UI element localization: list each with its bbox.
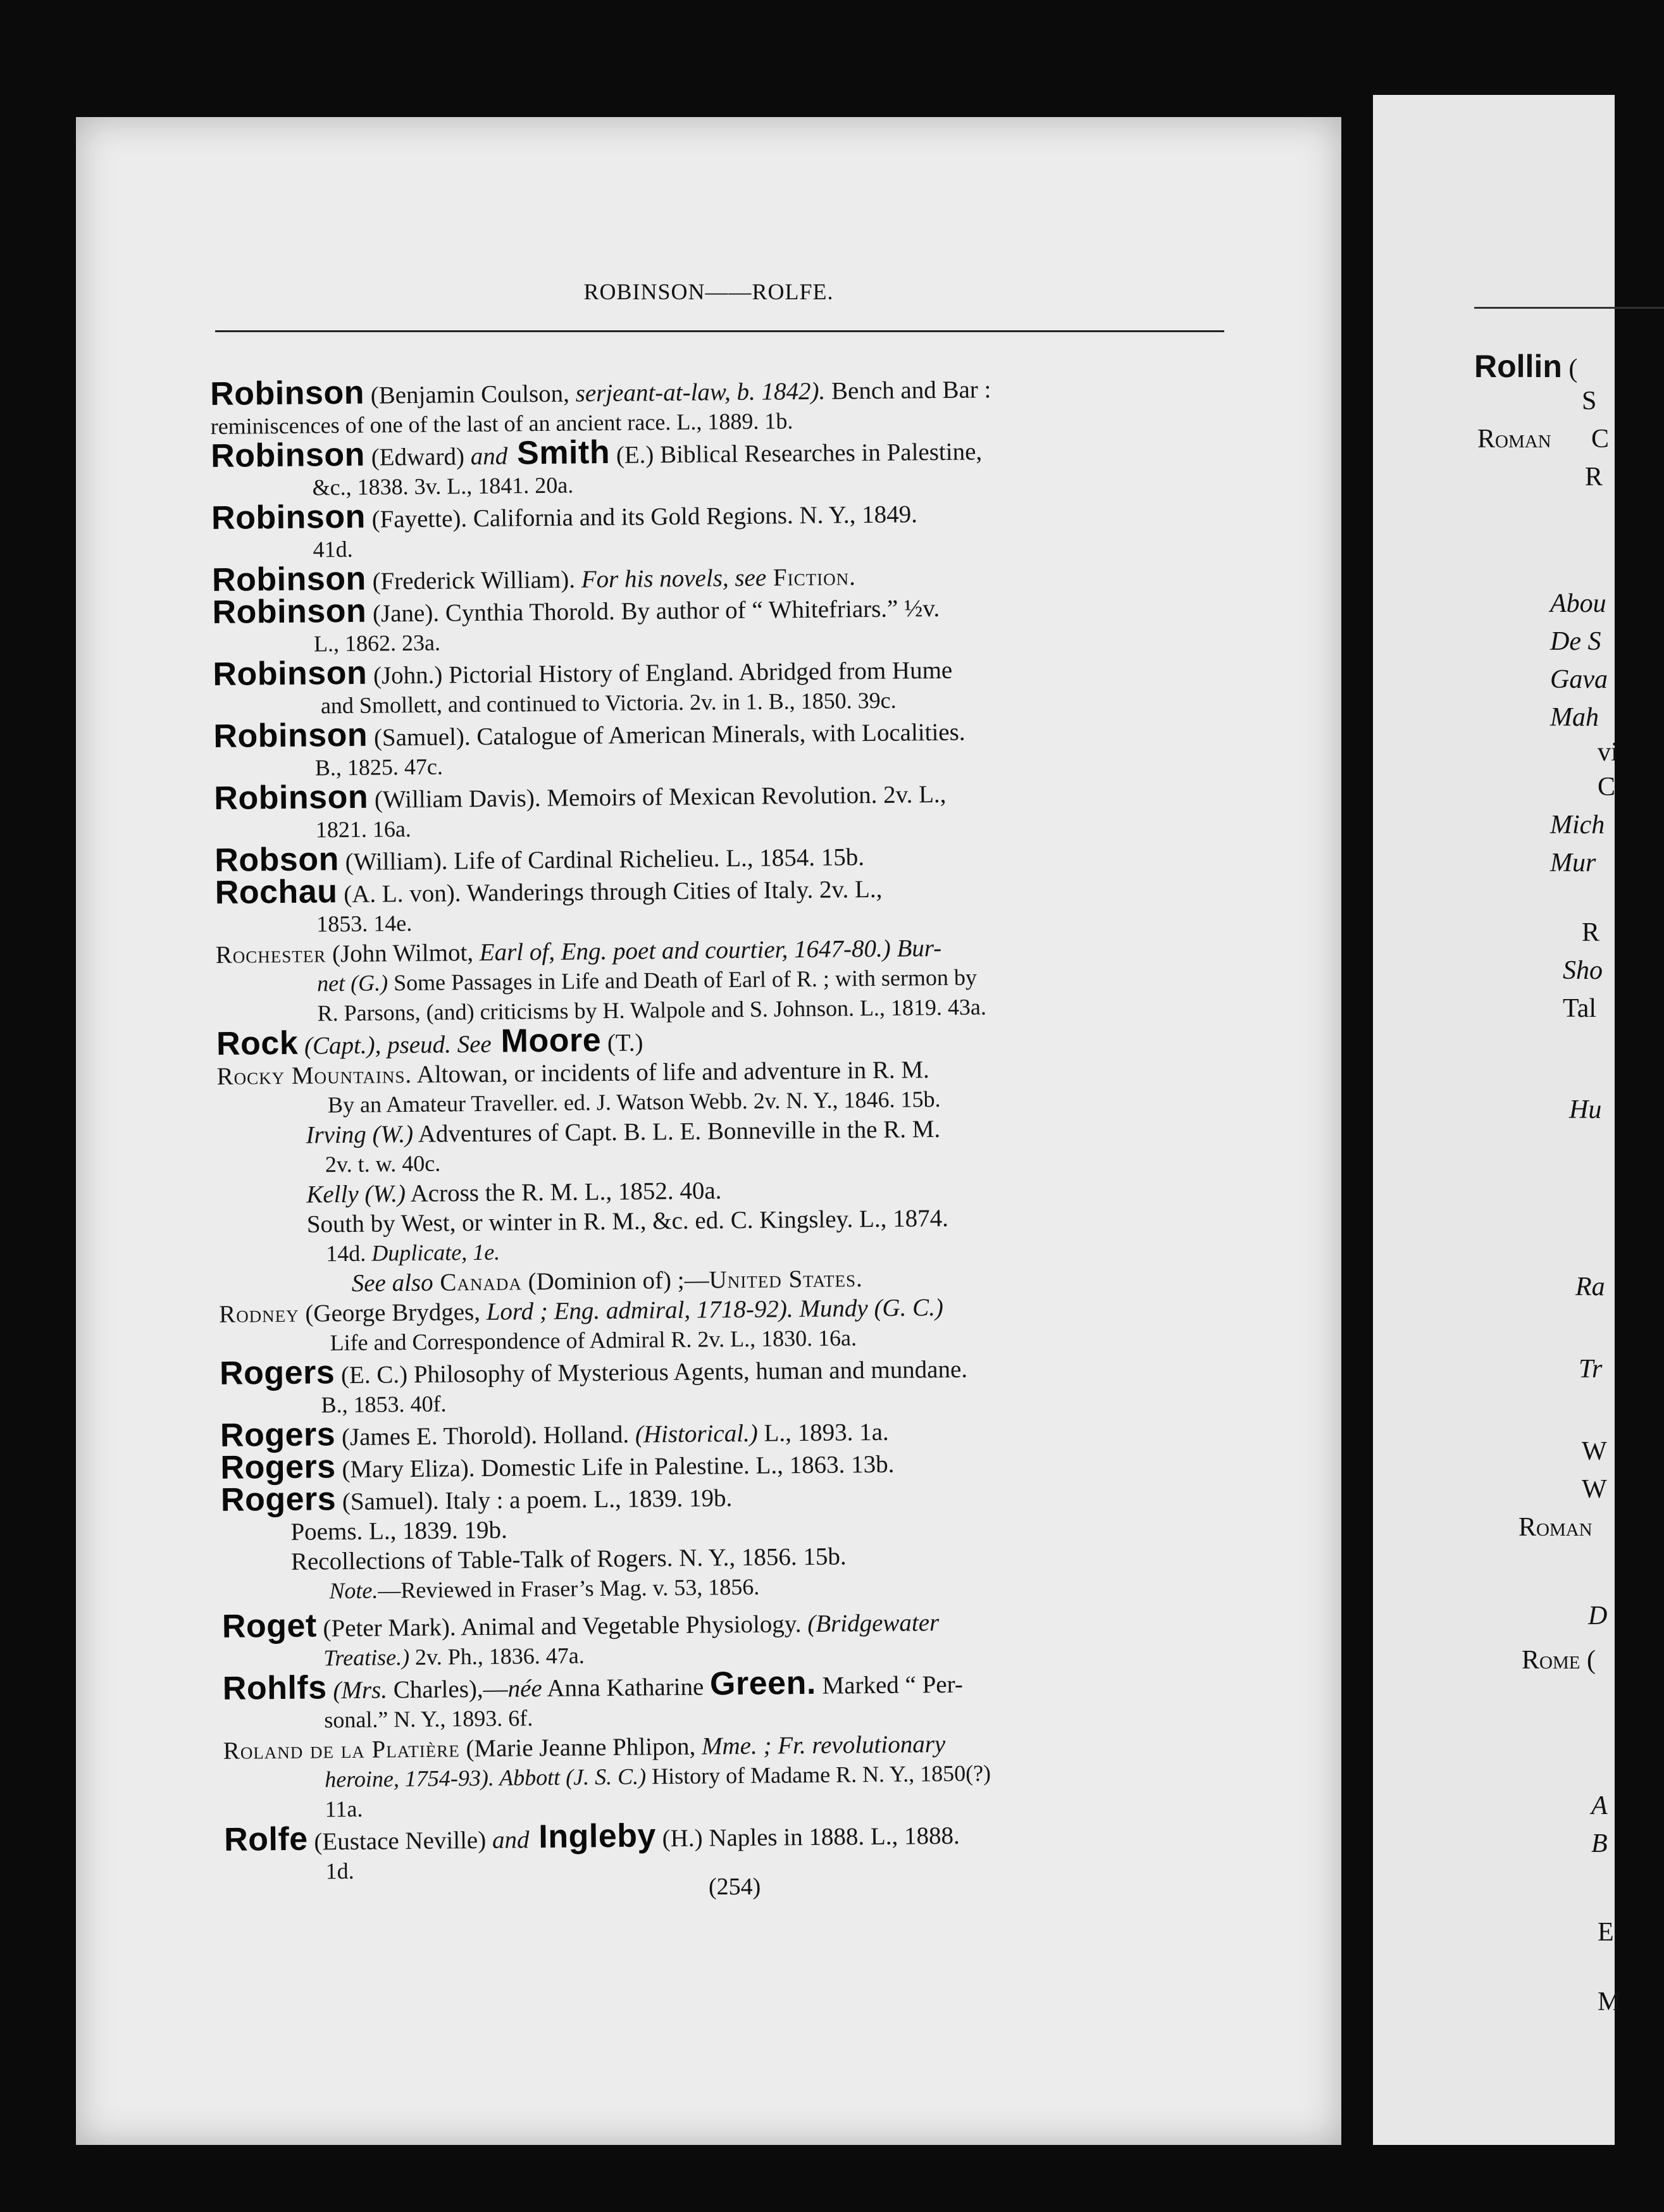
- facing-fragment: E: [1598, 1918, 1614, 1947]
- catalogue-entry: Robinson (Frederick William). For his novels, see Fiction.: [211, 560, 857, 599]
- catalogue-entry: Roget (Peter Mark). Animal and Vegetable Physiology. (Bridgewater Treatise.) 2v. Ph., 1836. 47a.: [221, 1607, 940, 1671]
- facing-fragment: Tal: [1563, 994, 1597, 1023]
- catalogue-entry: Rochester (John Wilmot, Earl of, Eng. poet and courtier, 1647-80.) Bur- net (G.) Some Passages in Life and Death of Earl of R. ; with sermon by R. Parsons, (and) criticisms by H. Walpole and S. Johnson. L., 1819. 43a.: [215, 934, 987, 1026]
- catalogue-entry: Robinson (Benjamin Coulson, serjeant-at-law, b. 1842). Bench and Bar : reminiscences of one of the last of an ancient race. L., 1889. 1b.: [209, 374, 991, 439]
- facing-fragment: Abou: [1550, 589, 1606, 618]
- facing-fragment: R: [1585, 463, 1603, 492]
- facing-fragment: W: [1582, 1437, 1607, 1466]
- facing-fragment: Mich: [1550, 811, 1605, 840]
- facing-fragment: R: [1582, 918, 1600, 947]
- facing-fragment: Roman: [1477, 425, 1551, 454]
- facing-fragment: Rome (: [1522, 1646, 1596, 1675]
- facing-fragment: Tr: [1579, 1355, 1603, 1384]
- facing-rule: [1474, 307, 1664, 309]
- catalogue-entry: Rogers (Mary Eliza). Domestic Life in Palestine. L., 1863. 13b.: [220, 1448, 895, 1486]
- catalogue-entry: Robson (William). Life of Cardinal Richelieu. L., 1854. 15b.: [214, 841, 865, 879]
- facing-fragment: De S: [1550, 627, 1601, 656]
- catalogue-entry: Robinson (Edward) and Smith (E.) Biblical Researches in Palestine, &c., 1838. 3v. L., 1841. 20a.: [210, 433, 983, 500]
- catalogue-entry: Roland de la Platière (Marie Jeanne Phlipon, Mme. ; Fr. revolutionary heroine, 1754-93). Abbott (J. S. C.) History of Madame R. N. Y., 1850(?) 11a.: [223, 1730, 991, 1822]
- facing-headword: Rollin (: [1474, 349, 1578, 384]
- catalogue-entry: Robinson (Jane). Cynthia Thorold. By author of “ Whitefriars.” ½v. L., 1862. 23a.: [212, 592, 940, 657]
- facing-fragment: Hu: [1569, 1095, 1602, 1124]
- page-number: (254): [709, 1873, 761, 1900]
- facing-fragment: A: [1591, 1791, 1608, 1820]
- running-head: ROBINSON——ROLFE.: [583, 279, 834, 304]
- catalogue-entry: Rock (Capt.), pseud. See Moore (T.): [216, 1022, 643, 1062]
- facing-fragment: Sho: [1563, 956, 1603, 985]
- facing-fragment: vi: [1598, 738, 1618, 767]
- catalogue-subentry: Poems. L., 1839. 19b.: [290, 1516, 508, 1546]
- facing-fragment: Ra: [1575, 1272, 1605, 1302]
- facing-fragment: Gava: [1550, 665, 1608, 694]
- facing-fragment: Mur: [1550, 848, 1596, 878]
- catalogue-entry: Rogers (E. C.) Philosophy of Mysterious Agents, human and mundane. B., 1853. 40f.: [219, 1354, 968, 1418]
- catalogue-subentry: South by West, or winter in R. M., &c. ed. C. Kingsley. L., 1874. 14d. Duplicate, 1e.: [306, 1204, 949, 1267]
- catalogue-entry: Rohlfs (Mrs. Charles),—née Anna Katharine Green. Marked “ Per- sonal.” N. Y., 1893. 6f.: [222, 1664, 964, 1733]
- catalogue-subentry: Irving (W.) Adventures of Capt. B. L. E. Bonneville in the R. M. 2v. t. w. 40c.: [306, 1115, 941, 1177]
- catalogue-subentry: Kelly (W.) Across the R. M. L., 1852. 40a.: [306, 1177, 722, 1209]
- facing-fragment: C: [1591, 425, 1610, 454]
- facing-fragment: Roman: [1518, 1513, 1593, 1542]
- catalogue-entry: Robinson (Samuel). Catalogue of American Minerals, with Localities. B., 1825. 47c.: [213, 716, 965, 781]
- catalogue-entry: Rogers (James E. Thorold). Holland. (Historical.) L., 1893. 1a.: [220, 1416, 889, 1454]
- catalogue-entry: Rolfe (Eustace Neville) and Ingleby (H.) Naples in 1888. L., 1888. 1d.: [223, 1817, 960, 1884]
- catalogue-entry: Rochau (A. L. von). Wanderings through Cities of Italy. 2v. L., 1853. 14e.: [214, 873, 883, 937]
- catalogue-entry: Robinson (William Davis). Memoirs of Mexican Revolution. 2v. L., 1821. 16a.: [214, 778, 947, 843]
- facing-fragment: S: [1582, 387, 1597, 416]
- facing-fragment: W: [1582, 1475, 1607, 1504]
- catalogue-entry: Rogers (Samuel). Italy : a poem. L., 1839. 19b.: [220, 1481, 733, 1519]
- catalogue-entry: Rodney (George Brydges, Lord ; Eng. admiral, 1718-92). Mundy (G. C.) Life and Correspondence of Admiral R. 2v. L., 1830. 16a.: [218, 1293, 944, 1356]
- catalogue-entry: Robinson (Fayette). California and its Gold Regions. N. Y., 1849. 41d.: [211, 498, 918, 562]
- facing-page: [1373, 95, 1622, 2145]
- facing-fragment: Mah: [1550, 703, 1599, 732]
- facing-fragment: D: [1588, 1601, 1608, 1631]
- catalogue-entry: Robinson (John.) Pictorial History of England. Abridged from Hume and Smollett, and continued to Victoria. 2v. in 1. B., 1850. 39c.: [213, 654, 953, 719]
- facing-fragment: C: [1598, 773, 1616, 802]
- header-rule: [215, 330, 1224, 332]
- catalogue-entries: [210, 370, 1269, 1887]
- facing-fragment: M: [1598, 1987, 1622, 2016]
- facing-fragment: B: [1591, 1829, 1608, 1858]
- see-also-note: See also Canada (Dominion of) ;—United States.: [351, 1265, 863, 1297]
- catalogue-entry: Rocky Mountains. Altowan, or incidents of life and adventure in R. M. By an Amateur Traveller. ed. J. Watson Webb. 2v. N. Y., 1846. 15b.: [216, 1056, 941, 1118]
- catalogue-subentry: Recollections of Table-Talk of Rogers. N. Y., 1856. 15b.: [290, 1543, 847, 1575]
- note: Note.—Reviewed in Fraser’s Mag. v. 53, 1856.: [329, 1574, 760, 1604]
